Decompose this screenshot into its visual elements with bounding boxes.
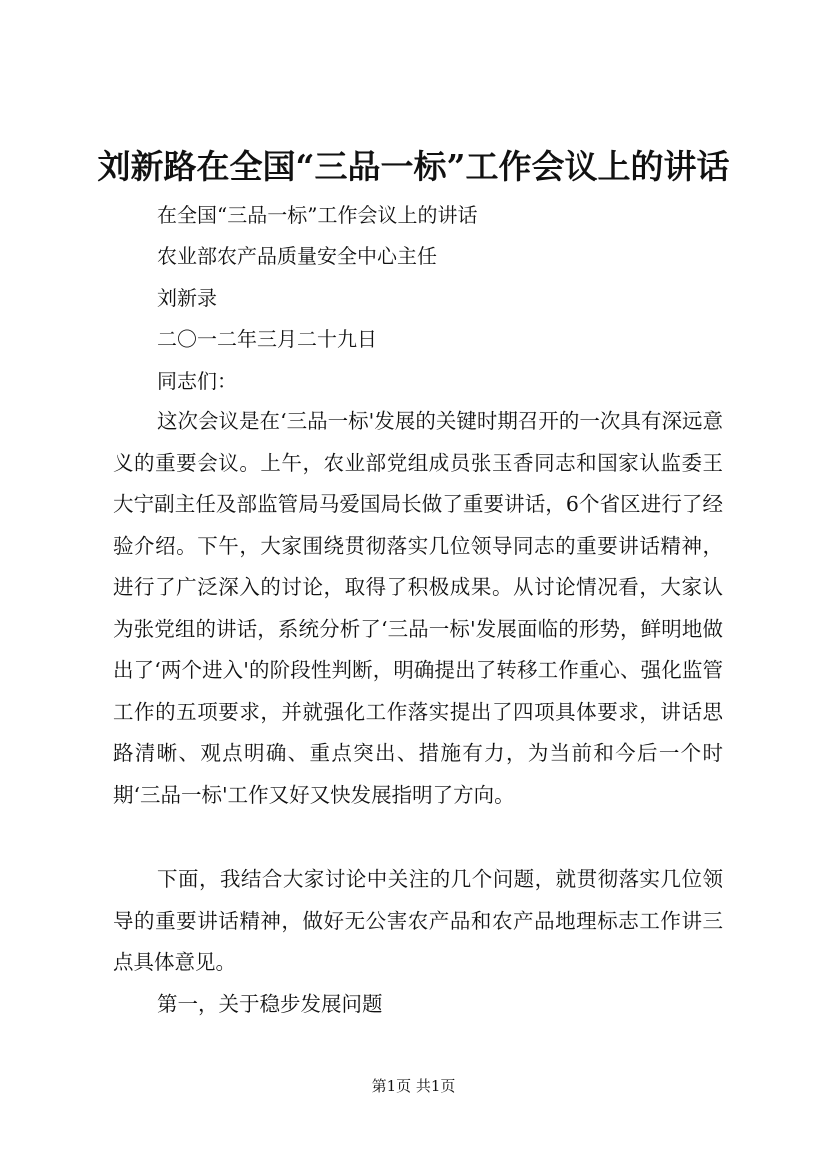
body-paragraph-1: 这次会议是在‘三品一标'发展的关键时期召开的一次具有深远意义的重要会议。上午，农业部党组成员张玉香同志和国家认监委王大宁副主任及部监管局马爱国局长做了重要讲话，6个省区进行了经验介绍。下午，大家围绕贯彻落实几位领导同志的重要讲话精神，进行了广泛深入的讨论，取得了积极成果。从讨论情况看，大家认为张党组的讲话，系统分析了‘三品一标'发展面临的形势，鲜明地做出了‘两个进入'的阶段性判断，明确提出了转移工作重心、强化监管工作的五项要求，并就强化工作落实提出了四项具体要求，讲话思路清晰、观点明确、重点突出、措施有力，为当前和今后一个时期‘三品一标'工作又好又快发展指明了方向。 — [113, 409, 723, 807]
section-heading-1: 第一，关于稳步发展问题 — [157, 992, 383, 1016]
body-paragraph-2: 下面，我结合大家讨论中关注的几个问题，就贯彻落实几位领导的重要讲话精神，做好无公害农产品和农产品地理标志工作讲三点具体意见。 — [113, 867, 723, 974]
salutation-line: 同志们： — [157, 369, 237, 393]
speech-title-line: 在全国“三品一标”工作会议上的讲话 — [157, 203, 478, 227]
speaker-name-line: 刘新录 — [157, 286, 217, 310]
speech-date-line: 二〇一二年三月二十九日 — [157, 327, 377, 351]
speaker-position-line: 农业部农产品质量安全中心主任 — [157, 244, 437, 268]
document-title: 刘新路在全国“三品一标”工作会议上的讲话 — [97, 147, 730, 186]
page-footer: 第1页 共1页 — [371, 1077, 456, 1095]
